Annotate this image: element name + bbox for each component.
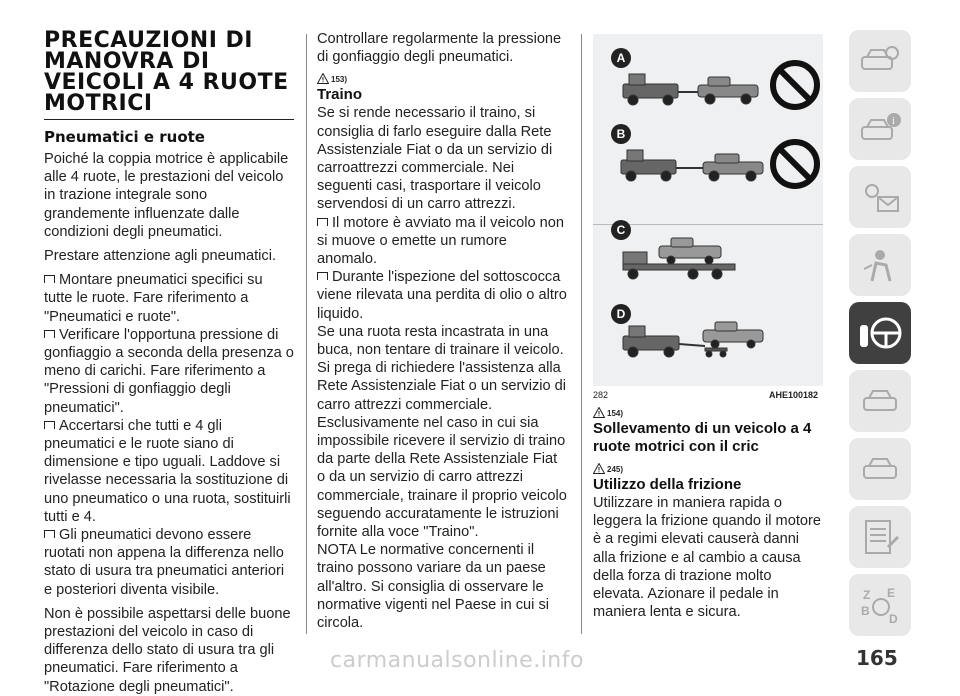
column-1 xyxy=(44,30,294,696)
airbag-person-icon xyxy=(858,245,902,285)
warning-triangle-icon xyxy=(593,463,605,474)
column-3 xyxy=(593,34,823,621)
figure-number: 282 xyxy=(593,390,609,400)
bullet-item: Durante l'ispezione del sottoscocca viene rilevata una perdita di olio o altro liquido. xyxy=(317,268,569,323)
figure-code: AHE100182 xyxy=(768,390,818,400)
tow-truck-icon xyxy=(623,74,678,105)
paragraph: Poiché la coppia motrice è applicabile alle 4 ruote, le prestazioni del veicolo in trazione integrale sono grandemente influenzate dalle condizioni degli pneumatici. xyxy=(44,151,289,240)
tab-car-info[interactable] xyxy=(849,98,911,160)
figure-marker: D xyxy=(611,304,631,324)
warning-lights-icon xyxy=(858,177,902,217)
tab-starting-driving[interactable] xyxy=(849,302,911,364)
paragraph: Prestare attenzione agli pneumatici. xyxy=(44,248,277,265)
pickup-car-icon xyxy=(659,238,721,264)
alphabet-index-icon xyxy=(857,583,903,627)
tab-warning-lights[interactable] xyxy=(849,166,911,228)
prohibited-icon xyxy=(773,63,817,107)
figure-marker: C xyxy=(611,220,631,240)
column-divider xyxy=(306,34,307,634)
tab-car-search[interactable] xyxy=(849,30,911,92)
figure-caption xyxy=(593,390,818,400)
paragraph: Se una ruota resta incastrata in una buca, non tentare di trainare il veicolo. Si prega di richiedere l'assistenza alla Rete Assistenziale Fiat o un servizio di carro attrezzi commerciale. xyxy=(317,323,567,413)
svg-text:i: i xyxy=(892,116,895,127)
page-title: PRECAUZIONI DI MANOVRA DI VEICOLI A 4 RUOTE MOTRICI xyxy=(44,30,294,120)
tab-emergency[interactable] xyxy=(849,370,911,432)
section-subtitle: Pneumatici e ruote xyxy=(44,128,205,146)
svg-text:D: D xyxy=(889,612,898,626)
section-heading: Utilizzo della frizione xyxy=(593,476,742,493)
car-info-icon xyxy=(858,111,902,147)
column-divider xyxy=(581,34,582,634)
tab-safety[interactable] xyxy=(849,234,911,296)
figure-marker: A xyxy=(611,48,631,68)
tab-technical-data[interactable] xyxy=(849,506,911,568)
paragraph: Non è possibile aspettarsi delle buone prestazioni del veicolo in caso di differenza dello stato di usura tra gli pneumatici. Fare riferimento a "Rotazione degli pneumatici". xyxy=(44,605,291,695)
prohibited-icon xyxy=(773,142,817,186)
tab-maintenance[interactable] xyxy=(849,438,911,500)
pickup-car-icon xyxy=(678,77,758,104)
bullet-item: Gli pneumatici devono essere ruotati non appena la differenza nello stato di usura tra pneumatici anteriori e posteriori diventa visibile. xyxy=(44,526,294,599)
wrench-tools-icon xyxy=(858,451,902,487)
paragraph: Esclusivamente nel caso in cui sia impossibile ricevere il servizio di traino da parte della Rete Assistenziale Fiat o da un servizio di carro attrezzi commerciale, trainare il proprio veicolo seguendo accuratamente le istruzioni fornite alla voce "Traino". xyxy=(317,414,567,541)
page-number: 165 xyxy=(856,646,898,670)
warning-reference: 245) xyxy=(593,456,823,474)
section-heading: Sollevamento di un veicolo a 4 ruote motrici con il cric xyxy=(593,420,812,455)
svg-text:Z: Z xyxy=(863,588,871,602)
paragraph: NOTA Le normative concernenti il traino possono variare da un paese all'altro. Si consiglia di osservare le normative vigenti nel Paese in cui si circola. xyxy=(317,542,549,632)
warning-reference: 154) xyxy=(593,400,823,418)
tab-index[interactable] xyxy=(849,574,911,636)
watermark: carmanualsonline.info xyxy=(330,648,584,673)
svg-text:B: B xyxy=(861,604,870,618)
warning-reference: 153) xyxy=(317,66,569,84)
pickup-car-icon xyxy=(679,322,763,357)
tow-truck-icon xyxy=(621,150,676,181)
bullet-item: Il motore è avviato ma il veicolo non si muove o emette un rumore anomalo. xyxy=(317,214,569,269)
figure-marker: B xyxy=(611,124,631,144)
chapter-tab-bar xyxy=(849,30,911,642)
warning-triangle-icon xyxy=(317,73,329,84)
checklist-icon xyxy=(858,517,902,557)
car-search-icon xyxy=(858,43,902,79)
warning-triangle-icon xyxy=(593,407,605,418)
paragraph: Utilizzare in maniera rapida o leggera la frizione quando il motore è a regimi elevati causerà danni alla frizione e al cambio a causa della forza di trazione molto elevata. Azionare il pedale in maniera lenta e sicura. xyxy=(593,495,821,621)
key-steering-wheel-icon xyxy=(856,311,904,355)
section-heading: Traino xyxy=(317,86,363,104)
column-2 xyxy=(317,30,569,632)
bullet-item: Accertarsi che tutti e 4 gli pneumatici e le ruote siano di dimensione e tipo uguali. Laddove si rivelasse necessaria la sostituzione di uno pneumatico o una ruota, sostituirli tutti e 4. xyxy=(44,417,294,526)
svg-text:E: E xyxy=(887,586,896,600)
bullet-item: Verificare l'opportuna pressione di gonfiaggio a seconda della presenza o meno di carichi. Fare riferimento a "Pressioni di gonfiaggio degli pneumatici". xyxy=(44,326,294,416)
car-icon xyxy=(676,154,763,181)
car-service-icon xyxy=(858,383,902,419)
tow-truck-icon xyxy=(623,326,679,357)
paragraph: Controllare regolarmente la pressione di gonfiaggio degli pneumatici. xyxy=(317,31,562,66)
towing-illustration xyxy=(593,34,823,386)
bullet-item: Montare pneumatici specifici su tutte le ruote. Fare riferimento a "Pneumatici e ruote". xyxy=(44,271,294,326)
tow-scenes-drawing xyxy=(593,34,823,386)
paragraph: Se si rende necessario il traino, si consiglia di farlo eseguire dalla Rete Assistenziale Fiat o da un servizio di carroattrezzi commerciale. Nei seguenti casi, trasportare il veicolo servendosi di un carro attrezzi. xyxy=(317,105,553,213)
